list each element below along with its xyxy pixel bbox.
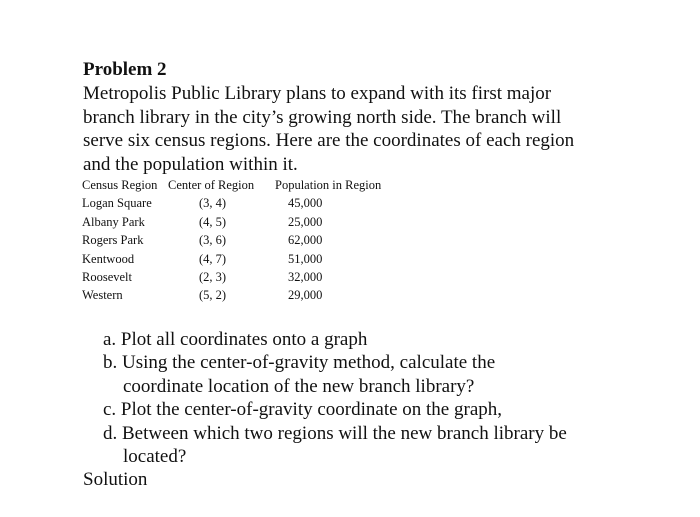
intro-line: branch library in the city’s growing north side. The branch will (83, 106, 562, 128)
header-center-of-region: Center of Region (168, 178, 255, 192)
question-b-line2: coordinate location of the new branch library? (123, 375, 475, 397)
region-population: 45,000 (288, 196, 323, 211)
question-d (83, 422, 567, 469)
intro-line: Metropolis Public Library plans to expand with its first major (83, 83, 552, 104)
table-row (82, 231, 395, 249)
question-b-line1: b. Using the center-of-gravity method, calculate the (103, 352, 496, 374)
problem-title: Problem 2 (83, 59, 167, 80)
region-population: 29,000 (288, 288, 323, 303)
question-list (83, 328, 567, 492)
solution-label: Solution (83, 469, 148, 491)
region-population: 51,000 (288, 251, 323, 266)
region-name: Western (82, 288, 123, 303)
region-name: Albany Park (82, 214, 145, 229)
header-population: Population in Region (275, 178, 382, 192)
table-row (82, 268, 395, 286)
region-name: Rogers Park (82, 233, 144, 248)
question-b (83, 351, 567, 398)
question-c: c. Plot the center-of-gravity coordinate on the graph, (103, 399, 502, 421)
region-center: (4, 7) (199, 251, 227, 266)
table-row (82, 250, 395, 268)
intro-line: and the population within it. (83, 153, 298, 175)
question-a: a. Plot all coordinates onto a graph (103, 329, 368, 350)
region-name: Logan Square (82, 196, 152, 211)
region-name: Kentwood (82, 251, 135, 266)
region-center: (3, 6) (199, 233, 227, 248)
census-table (82, 176, 395, 305)
region-center: (3, 4) (199, 196, 227, 211)
region-name: Roosevelt (82, 270, 132, 285)
table-header-row (82, 176, 395, 194)
region-population: 25,000 (288, 214, 323, 229)
region-population: 62,000 (288, 233, 323, 248)
table-row (82, 194, 395, 212)
table-row (82, 213, 395, 231)
question-d-line2: located? (123, 446, 187, 468)
table-row (82, 286, 395, 304)
region-center: (2, 3) (199, 270, 227, 285)
header-census-region: Census Region (82, 178, 158, 192)
problem-intro (83, 82, 643, 176)
region-center: (5, 2) (199, 288, 227, 303)
intro-line: serve six census regions. Here are the coordinates of each region (83, 130, 575, 151)
question-d-line1: d. Between which two regions will the new branch library be (103, 422, 567, 444)
region-population: 32,000 (288, 270, 323, 285)
region-center: (4, 5) (199, 214, 227, 229)
